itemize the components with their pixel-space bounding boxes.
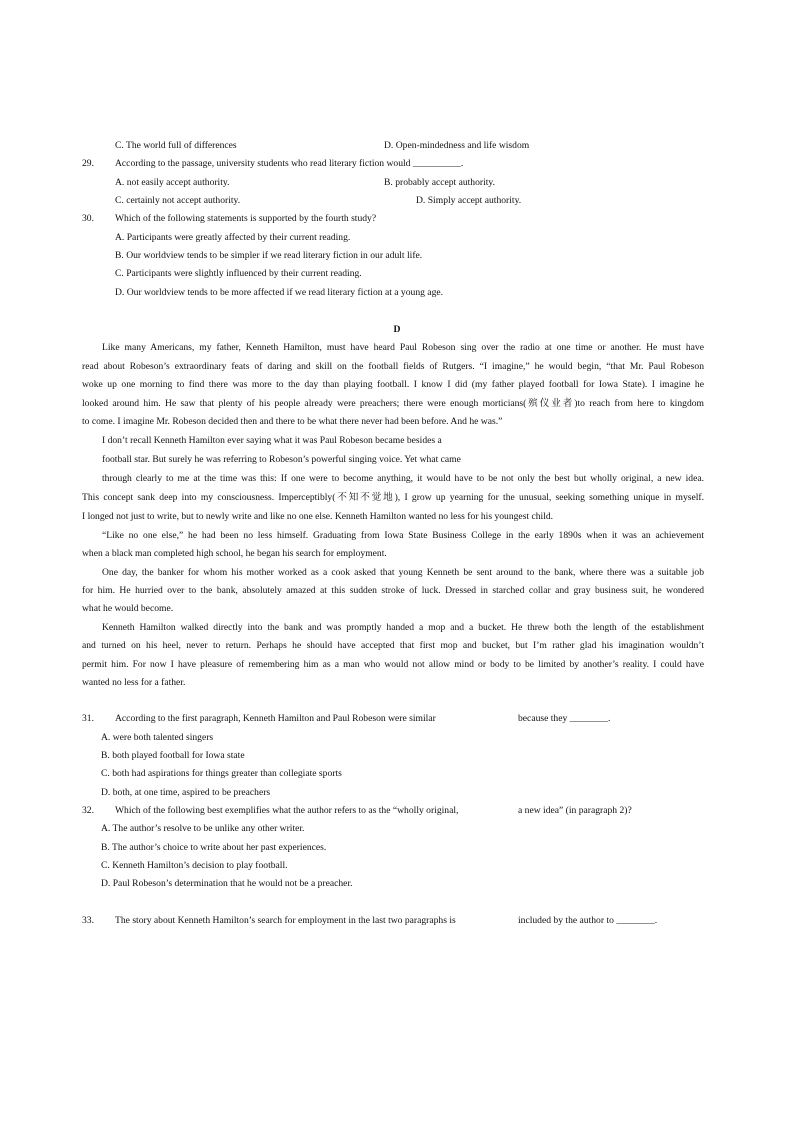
passage-line: to come. I imagine Mr. Robeson decided then and there to be what there never had been before. And he was.” <box>82 416 503 427</box>
q32-option-b: B. The author’s choice to write about her past experiences. <box>101 842 327 853</box>
q29-option-a: A. not easily accept authority. <box>115 177 230 188</box>
q30-option-b: B. Our worldview tends to be simpler if we read literary fiction in our adult life. <box>115 250 423 261</box>
q28-option-c: C. The world full of differences <box>115 140 237 151</box>
q31-option-b: B. both played football for Iowa state <box>101 750 245 761</box>
q32-number: 32. <box>82 805 94 816</box>
q28-option-d: D. Open-mindedness and life wisdom <box>384 140 530 151</box>
passage-line: football star. But surely he was referring to Robeson’s powerful singing voice. Yet what came <box>102 454 461 465</box>
q31-stem-end: because they ________. <box>518 713 611 724</box>
passage-line: and turned on his heel, never to return. Perhaps he should have accepted that first mop and bucket, but I’m rather glad his imagination wouldn’t <box>82 640 704 651</box>
passage-line: when a black man completed high school, he began his search for employment. <box>82 548 387 559</box>
passage-line: Kenneth Hamilton walked directly into the bank and was promptly handed a mop and a bucket. He threw both the length of the establishment <box>102 622 704 633</box>
q31-stem: According to the first paragraph, Kenneth Hamilton and Paul Robeson were similar <box>115 713 436 724</box>
passage-line: Like many Americans, my father, Kenneth Hamilton, must have heard Paul Robeson sing over the radio at one time or another. He must have <box>102 342 704 353</box>
q29-number: 29. <box>82 158 94 169</box>
passage-line: One day, the banker for whom his mother worked as a cook asked that young Kenneth be sent around to the bank, where there was a suitable job <box>102 567 704 578</box>
q32-option-d: D. Paul Robeson’s determination that he would not be a preacher. <box>101 878 353 889</box>
q33-stem-end: included by the author to ________. <box>518 915 658 926</box>
passage-line: This concept sank deep into my consciousness. Imperceptibly(不知不觉地), I grow up yearning for the unusual, seeking something unique in myself. <box>82 492 704 503</box>
passage-line: woke up one morning to find there was more to the day than playing football. I know I did (my father played football for Iowa State). I imagine he <box>82 379 704 390</box>
q30-option-c: C. Participants were slightly influenced by their current reading. <box>115 268 362 279</box>
q32-stem: Which of the following best exemplifies what the author refers to as the “wholly original, <box>115 805 459 816</box>
passage-line: “Like no one else,” he had been no less himself. Graduating from Iowa State Business College in the early 1890s when it was an achievement <box>102 530 704 541</box>
section-heading: D <box>393 324 401 335</box>
passage-line: I longed not just to write, but to newly write and like no one else. Kenneth Hamilton wanted no less for his youngest child. <box>82 511 554 522</box>
q32-stem-end: a new idea” (in paragraph 2)? <box>518 805 632 816</box>
q29-option-c: C. certainly not accept authority. <box>115 195 241 206</box>
passage-line: I don’t recall Kenneth Hamilton ever saying what it was Paul Robeson became besides a <box>102 435 442 446</box>
q30-stem: Which of the following statements is supported by the fourth study? <box>115 213 377 224</box>
passage-line: what he would become. <box>82 603 174 614</box>
q33-number: 33. <box>82 915 94 926</box>
q31-number: 31. <box>82 713 94 724</box>
q31-option-a: A. were both talented singers <box>101 732 214 743</box>
q32-option-c: C. Kenneth Hamilton’s decision to play football. <box>101 860 288 871</box>
q30-option-d: D. Our worldview tends to be more affected if we read literary fiction at a young age. <box>115 287 444 298</box>
q31-option-c: C. both had aspirations for things greater than collegiate sports <box>101 768 342 779</box>
q30-option-a: A. Participants were greatly affected by their current reading. <box>115 232 351 243</box>
passage-line: looked around him. He saw that plenty of his people already were preachers; there were enough morticians(殡仪业者)to reach from here to kingdom <box>82 398 704 409</box>
q29-option-d: D. Simply accept authority. <box>416 195 522 206</box>
passage-line: through clearly to me at the time was this: If one were to become anything, it would have to be not only the best but wholly original, a new idea. <box>102 473 704 484</box>
passage-line: wanted no less for a father. <box>82 677 186 688</box>
q30-number: 30. <box>82 213 94 224</box>
q29-option-b: B. probably accept authority. <box>384 177 496 188</box>
passage-line: permit him. For now I have pleasure of remembering him as a man who would not allow mind or body to be limited by another’s reality. I could have <box>82 659 704 670</box>
q29-stem: According to the passage, university students who read literary fiction would __________. <box>115 158 464 169</box>
passage-line: read about Robeson’s extraordinary feats of daring and skill on the football fields of Rutgers. “I imagine,” he would begin, “that Mr. Paul Robeson <box>82 361 704 372</box>
q32-option-a: A. The author’s resolve to be unlike any other writer. <box>101 823 305 834</box>
q31-option-d: D. both, at one time, aspired to be preachers <box>101 787 271 798</box>
passage-line: for him. He hurried over to the bank, absolutely amazed at this sudden stroke of luck. Dressed in starched collar and gray business suit, he wondered <box>82 585 704 596</box>
q33-stem: The story about Kenneth Hamilton’s search for employment in the last two paragraphs is <box>115 915 456 926</box>
